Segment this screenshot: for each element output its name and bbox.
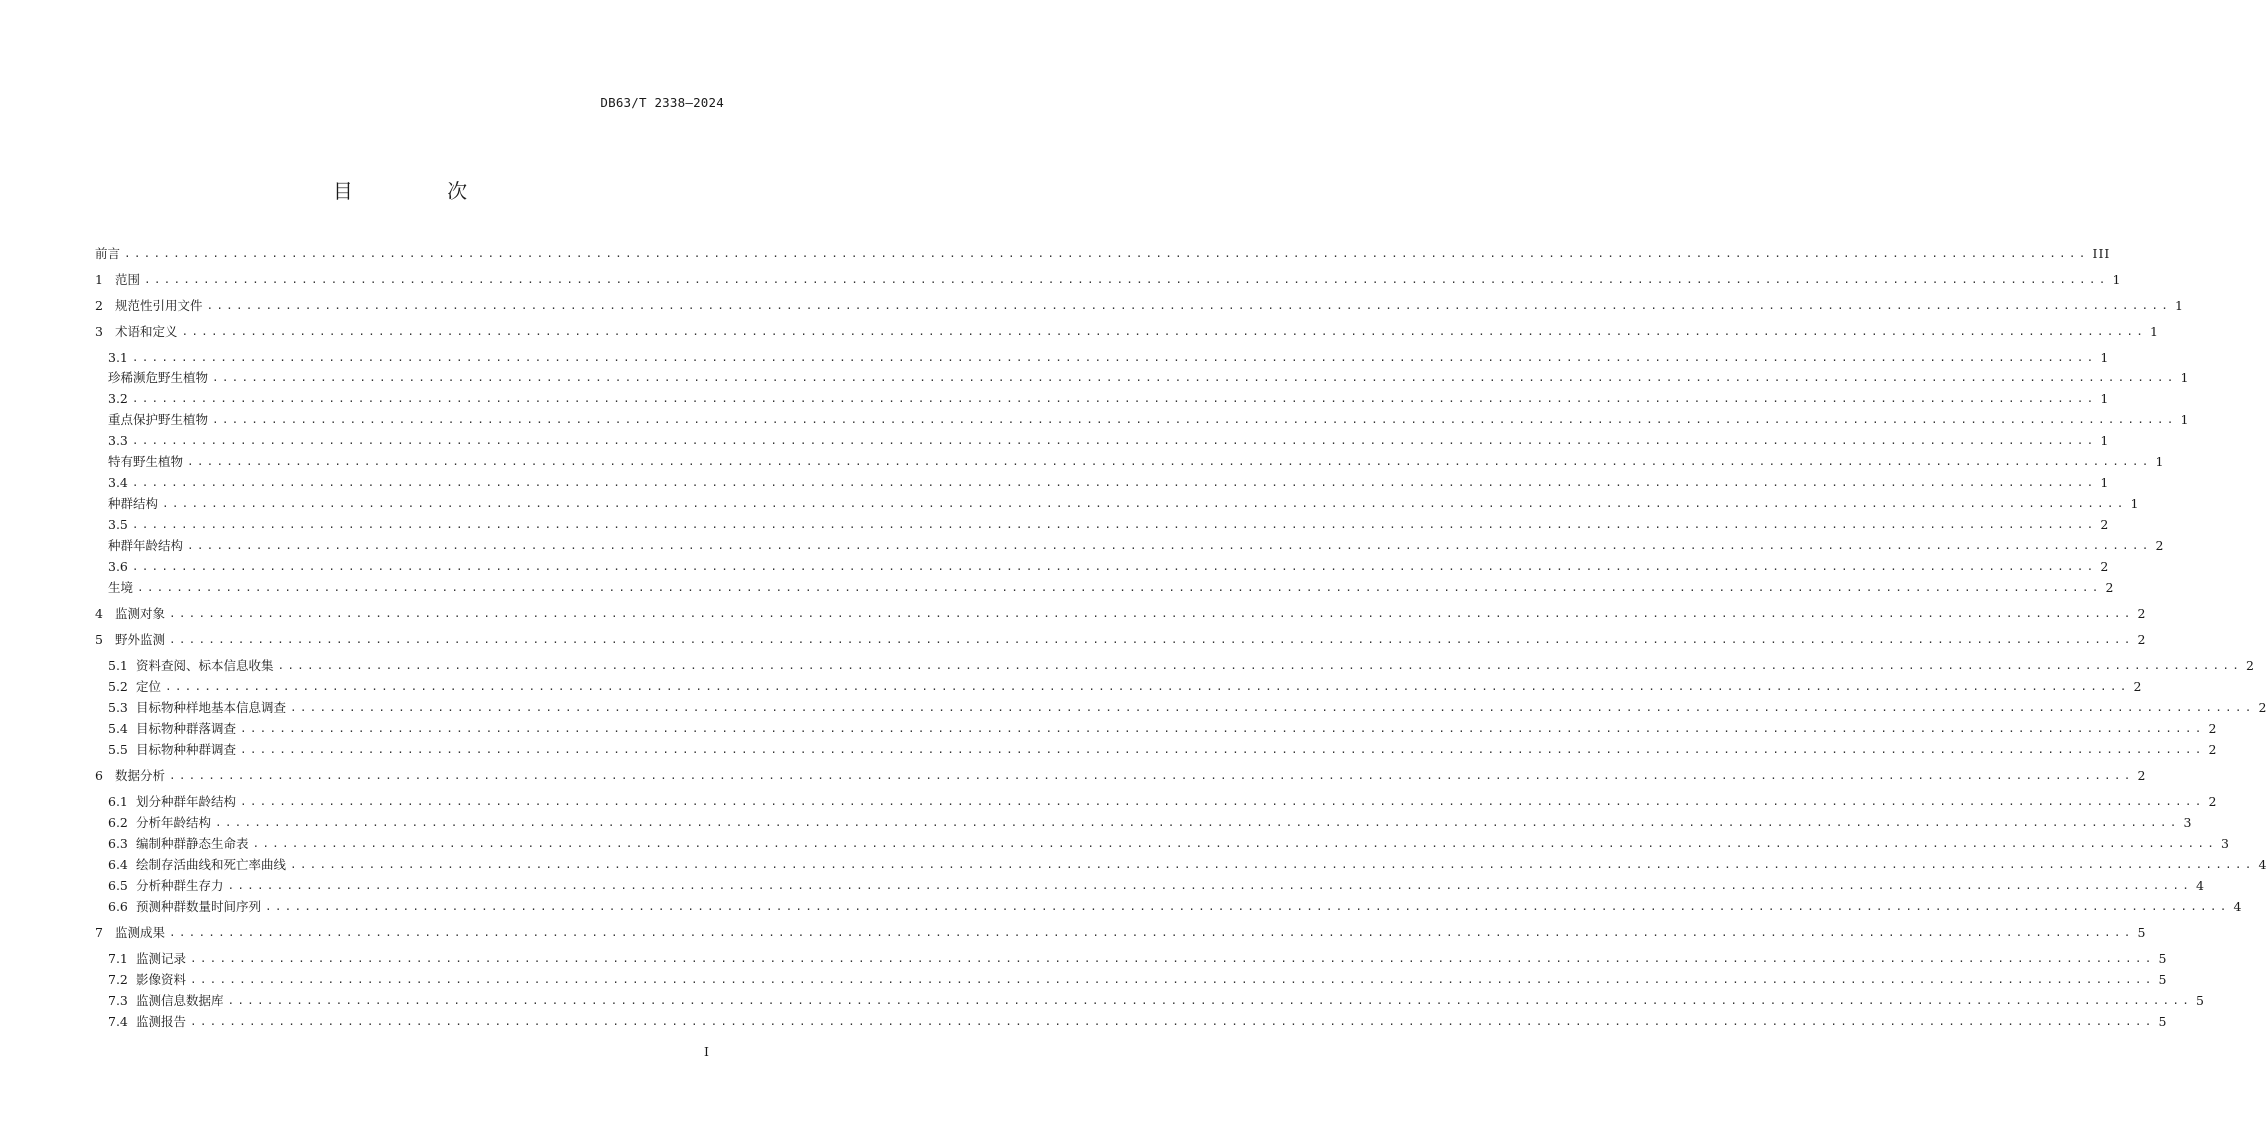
toc-entry[interactable] bbox=[108, 811, 2193, 831]
toc-entry-page: 5 bbox=[2196, 993, 2205, 1008]
toc-entry[interactable] bbox=[108, 492, 2140, 512]
toc-entry-page: 2 bbox=[2208, 794, 2218, 809]
toc-entry-text: 特有野生植物 bbox=[108, 454, 184, 469]
toc-entry-number: 5.1 bbox=[108, 658, 128, 673]
toc-entry-page: 2 bbox=[2155, 538, 2165, 553]
toc-entry-label bbox=[108, 742, 236, 758]
toc-entry-label bbox=[108, 794, 236, 810]
dot-leader: ........................................................................................................................................................................................................ bbox=[277, 659, 2243, 672]
toc-entry[interactable] bbox=[95, 268, 2122, 288]
toc-entry-text: 野外监测 bbox=[115, 632, 166, 647]
toc-entry-label bbox=[108, 836, 249, 852]
toc-entry-text: 种群结构 bbox=[108, 496, 159, 511]
toc-entry-text: 3.2 bbox=[108, 391, 128, 406]
toc-entry-page: 4 bbox=[2196, 878, 2205, 893]
toc-entry[interactable] bbox=[108, 654, 2255, 674]
toc-entry-page: 1 bbox=[2175, 298, 2184, 313]
toc-entry[interactable] bbox=[95, 242, 2111, 262]
footer-page-number: I bbox=[704, 1044, 709, 1059]
toc-entry-number: 5.4 bbox=[108, 721, 128, 736]
toc-entry-text: 3.5 bbox=[108, 517, 128, 532]
toc-entry-label bbox=[108, 370, 208, 386]
toc-entry-text: 监测记录 bbox=[136, 951, 187, 966]
toc-entry-page: 2 bbox=[2246, 658, 2255, 673]
toc-entry-page: 2 bbox=[2137, 606, 2147, 621]
toc-entry[interactable] bbox=[108, 513, 2110, 533]
dot-leader: ........................................................................................................................................................................................................ bbox=[169, 769, 2134, 782]
toc-entry-text: 规范性引用文件 bbox=[115, 298, 203, 313]
toc-entry[interactable] bbox=[108, 1010, 2168, 1030]
toc-entry-text: 3.6 bbox=[108, 559, 128, 574]
dot-leader: ........................................................................................................................................................................................................ bbox=[227, 994, 2193, 1007]
toc-entry-page: 2 bbox=[2100, 559, 2110, 574]
toc-entry-label bbox=[108, 496, 158, 512]
toc-entry-text: 影像资料 bbox=[136, 972, 187, 987]
toc-entry[interactable] bbox=[108, 717, 2218, 737]
dot-leader: ........................................................................................................................................................................................................ bbox=[187, 539, 2152, 552]
toc-entry-page: 2 bbox=[2208, 721, 2218, 736]
toc-entry-text: 目标物种样地基本信息调查 bbox=[136, 700, 287, 715]
toc-entry-label bbox=[95, 606, 165, 622]
toc-entry-text: 种群年龄结构 bbox=[108, 538, 184, 553]
toc-entry-number: 3 bbox=[95, 324, 103, 339]
toc-entry-page: III bbox=[2092, 246, 2111, 261]
toc-entry-text: 生境 bbox=[108, 580, 134, 595]
toc-entry-label bbox=[108, 899, 261, 915]
toc-entry-page: 5 bbox=[2158, 951, 2168, 966]
toc-entry-number: 6.5 bbox=[108, 878, 128, 893]
toc-entry[interactable] bbox=[108, 696, 2267, 716]
dot-leader: ........................................................................................................................................................................................................ bbox=[290, 858, 2255, 871]
dot-leader: ........................................................................................................................................................................................................ bbox=[165, 680, 2130, 693]
toc-entry-text: 重点保护野生植物 bbox=[108, 412, 209, 427]
toc-entry[interactable] bbox=[108, 471, 2110, 491]
toc-entry[interactable] bbox=[108, 366, 2190, 386]
toc-entry-label bbox=[108, 559, 128, 575]
toc-entry-text: 范围 bbox=[115, 272, 141, 287]
toc-entry-number: 6.6 bbox=[108, 899, 128, 914]
toc-entry-text: 监测报告 bbox=[136, 1014, 187, 1029]
dot-leader: ........................................................................................................................................................................................................ bbox=[187, 455, 2152, 468]
toc-entry-label bbox=[108, 454, 183, 470]
toc-entry-page: 1 bbox=[2150, 324, 2159, 339]
toc-entry[interactable] bbox=[108, 387, 2110, 407]
toc-entry-page: 1 bbox=[2180, 412, 2190, 427]
toc-entry-label bbox=[108, 475, 128, 491]
toc-entry-label bbox=[108, 679, 161, 695]
toc-entry-page: 5 bbox=[2137, 925, 2147, 940]
toc-entry[interactable] bbox=[95, 294, 2184, 314]
dot-leader: ........................................................................................................................................................................................................ bbox=[131, 476, 2097, 489]
toc-entry[interactable] bbox=[108, 874, 2205, 894]
dot-leader: ........................................................................................................................................................................................................ bbox=[169, 926, 2134, 939]
dot-leader: ........................................................................................................................................................................................................ bbox=[206, 299, 2172, 312]
toc-entry[interactable] bbox=[108, 429, 2110, 449]
dot-leader: ........................................................................................................................................................................................................ bbox=[131, 560, 2097, 573]
dot-leader: ........................................................................................................................................................................................................ bbox=[265, 900, 2230, 913]
toc-entry-label bbox=[95, 298, 203, 314]
toc-entry-number: 7 bbox=[95, 925, 103, 940]
toc-entry-label bbox=[108, 580, 133, 596]
toc-entry[interactable] bbox=[108, 895, 2243, 915]
toc-entry-number: 6.4 bbox=[108, 857, 128, 872]
toc-entry-page: 5 bbox=[2158, 972, 2168, 987]
dot-leader: ........................................................................................................................................................................................................ bbox=[131, 434, 2097, 447]
toc-entry-page: 2 bbox=[2105, 580, 2115, 595]
dot-leader: ........................................................................................................................................................................................................ bbox=[169, 633, 2134, 646]
toc-entry[interactable] bbox=[95, 320, 2159, 340]
toc-entry-page: 1 bbox=[2180, 370, 2190, 385]
toc-entry-label bbox=[108, 433, 128, 449]
toc-entry-label bbox=[108, 391, 128, 407]
toc-entry-page: 2 bbox=[2133, 679, 2143, 694]
toc-entry-number: 7.4 bbox=[108, 1014, 128, 1029]
toc-entry-number: 6 bbox=[95, 768, 103, 783]
toc-entry-page: 2 bbox=[2258, 700, 2267, 715]
document-code: DB63/T 2338—2024 bbox=[600, 95, 724, 110]
toc-entry-label bbox=[95, 925, 165, 941]
dot-leader: ........................................................................................................................................................................................................ bbox=[131, 351, 2097, 364]
toc-entry-label bbox=[108, 993, 224, 1009]
toc-entry[interactable] bbox=[108, 738, 2218, 758]
toc-entry[interactable] bbox=[108, 947, 2168, 967]
toc-entry-label bbox=[108, 972, 186, 988]
toc-entry-label bbox=[108, 878, 224, 894]
toc-entry[interactable] bbox=[108, 832, 2230, 852]
toc-entry[interactable] bbox=[108, 675, 2143, 695]
toc-entry-label bbox=[95, 632, 165, 648]
toc-entry-text: 3.4 bbox=[108, 475, 128, 490]
toc-entry[interactable] bbox=[108, 968, 2168, 988]
toc-entry-label bbox=[95, 246, 120, 262]
toc-entry[interactable] bbox=[108, 790, 2218, 810]
toc-entry[interactable] bbox=[95, 921, 2147, 941]
toc-entry-text: 监测成果 bbox=[115, 925, 166, 940]
toc-entry-page: 2 bbox=[2137, 768, 2147, 783]
toc-entry-label bbox=[108, 658, 274, 674]
page-title: 目 次 bbox=[332, 179, 512, 203]
toc-entry-text: 资料查阅、标本信息收集 bbox=[136, 658, 274, 673]
toc-entry[interactable] bbox=[108, 534, 2165, 554]
toc-entry-number: 6.3 bbox=[108, 836, 128, 851]
toc-entry-label bbox=[108, 517, 128, 533]
toc-entry-number: 7.3 bbox=[108, 993, 128, 1008]
toc-entry-text: 数据分析 bbox=[115, 768, 166, 783]
toc-entry[interactable] bbox=[108, 555, 2110, 575]
toc-entry-text: 预测种群数量时间序列 bbox=[136, 899, 262, 914]
toc-entry[interactable] bbox=[108, 450, 2165, 470]
dot-leader: ........................................................................................................................................................................................................ bbox=[252, 837, 2218, 850]
toc-entry-page: 2 bbox=[2100, 517, 2110, 532]
toc-entry-page: 2 bbox=[2137, 632, 2147, 647]
toc-entry-number: 7.2 bbox=[108, 972, 128, 987]
toc-entry[interactable] bbox=[95, 764, 2147, 784]
toc-entry-number: 5.2 bbox=[108, 679, 128, 694]
toc-entry-text: 绘制存活曲线和死亡率曲线 bbox=[136, 857, 287, 872]
toc-entry-text: 编制种群静态生命表 bbox=[136, 836, 249, 851]
toc-entry-label bbox=[108, 412, 208, 428]
toc-entry-label bbox=[95, 272, 140, 288]
toc-entry-text: 监测对象 bbox=[115, 606, 166, 621]
toc-entry-number: 5.5 bbox=[108, 742, 128, 757]
toc-entry-page: 1 bbox=[2100, 391, 2110, 406]
toc-entry-text: 分析种群生存力 bbox=[136, 878, 224, 893]
toc-entry-label bbox=[95, 768, 165, 784]
toc-entry-number: 6.2 bbox=[108, 815, 128, 830]
toc-entry-page: 4 bbox=[2233, 899, 2243, 914]
toc-entry-number: 6.1 bbox=[108, 794, 128, 809]
toc-entry-text: 3.3 bbox=[108, 433, 128, 448]
dot-leader: ........................................................................................................................................................................................................ bbox=[181, 325, 2147, 338]
toc-entry-page: 2 bbox=[2208, 742, 2218, 757]
toc-entry-label bbox=[108, 700, 286, 716]
toc-entry-page: 1 bbox=[2100, 350, 2110, 365]
toc-entry-text: 监测信息数据库 bbox=[136, 993, 224, 1008]
dot-leader: ........................................................................................................................................................................................................ bbox=[212, 371, 2177, 384]
toc-entry-number: 4 bbox=[95, 606, 103, 621]
toc-entry-text: 目标物种种群调查 bbox=[136, 742, 237, 757]
toc-entry-number: 5.3 bbox=[108, 700, 128, 715]
dot-leader: ........................................................................................................................................................................................................ bbox=[169, 607, 2134, 620]
toc-entry-text: 术语和定义 bbox=[115, 324, 178, 339]
toc-entry-label bbox=[108, 721, 236, 737]
dot-leader: ........................................................................................................................................................................................................ bbox=[240, 722, 2205, 735]
dot-leader: ........................................................................................................................................................................................................ bbox=[190, 1015, 2155, 1028]
dot-leader: ........................................................................................................................................................................................................ bbox=[290, 701, 2255, 714]
toc-entry-page: 1 bbox=[2112, 272, 2122, 287]
dot-leader: ........................................................................................................................................................................................................ bbox=[137, 581, 2102, 594]
toc-entry-label bbox=[108, 857, 286, 873]
toc-entry-text: 前言 bbox=[95, 246, 121, 261]
dot-leader: ........................................................................................................................................................................................................ bbox=[144, 273, 2109, 286]
dot-leader: ........................................................................................................................................................................................................ bbox=[227, 879, 2193, 892]
toc-entry[interactable] bbox=[108, 853, 2267, 873]
toc-entry-number: 2 bbox=[95, 298, 103, 313]
toc-entry-label bbox=[95, 324, 178, 340]
toc-entry[interactable] bbox=[108, 408, 2190, 428]
toc-entry-label bbox=[108, 1014, 186, 1030]
toc-entry[interactable] bbox=[108, 576, 2115, 596]
dot-leader: ........................................................................................................................................................................................................ bbox=[190, 952, 2155, 965]
dot-leader: ........................................................................................................................................................................................................ bbox=[124, 247, 2089, 260]
toc-entry[interactable] bbox=[95, 628, 2147, 648]
toc-entry-page: 3 bbox=[2183, 815, 2193, 830]
toc-entry-text: 3.1 bbox=[108, 350, 128, 365]
dot-leader: ........................................................................................................................................................................................................ bbox=[131, 518, 2097, 531]
toc-entry-page: 1 bbox=[2100, 433, 2110, 448]
toc-entry-page: 1 bbox=[2100, 475, 2110, 490]
toc-entry-text: 分析年龄结构 bbox=[136, 815, 212, 830]
toc-entry-page: 1 bbox=[2155, 454, 2165, 469]
dot-leader: ........................................................................................................................................................................................................ bbox=[240, 795, 2205, 808]
toc-entry-text: 定位 bbox=[136, 679, 162, 694]
toc-entry[interactable] bbox=[95, 602, 2147, 622]
toc-entry-text: 划分种群年龄结构 bbox=[136, 794, 237, 809]
dot-leader: ........................................................................................................................................................................................................ bbox=[215, 816, 2180, 829]
toc-entry-number: 5 bbox=[95, 632, 103, 647]
toc-entry[interactable] bbox=[108, 346, 2110, 366]
toc-entry-number: 7.1 bbox=[108, 951, 128, 966]
dot-leader: ........................................................................................................................................................................................................ bbox=[190, 973, 2155, 986]
toc-entry-label bbox=[108, 951, 186, 967]
dot-leader: ........................................................................................................................................................................................................ bbox=[162, 497, 2127, 510]
toc-entry-page: 4 bbox=[2258, 857, 2267, 872]
toc-entry[interactable] bbox=[108, 989, 2205, 1009]
dot-leader: ........................................................................................................................................................................................................ bbox=[212, 413, 2177, 426]
toc-entry-page: 5 bbox=[2158, 1014, 2168, 1029]
toc-entry-page: 3 bbox=[2221, 836, 2230, 851]
toc-entry-label bbox=[108, 350, 128, 366]
toc-entry-page: 1 bbox=[2130, 496, 2140, 511]
dot-leader: ........................................................................................................................................................................................................ bbox=[131, 392, 2097, 405]
toc-entry-text: 目标物种群落调查 bbox=[136, 721, 237, 736]
toc-entry-text: 珍稀濒危野生植物 bbox=[108, 370, 209, 385]
toc-entry-number: 1 bbox=[95, 272, 103, 287]
dot-leader: ........................................................................................................................................................................................................ bbox=[240, 743, 2205, 756]
toc-entry-label bbox=[108, 538, 183, 554]
toc-entry-label bbox=[108, 815, 211, 831]
